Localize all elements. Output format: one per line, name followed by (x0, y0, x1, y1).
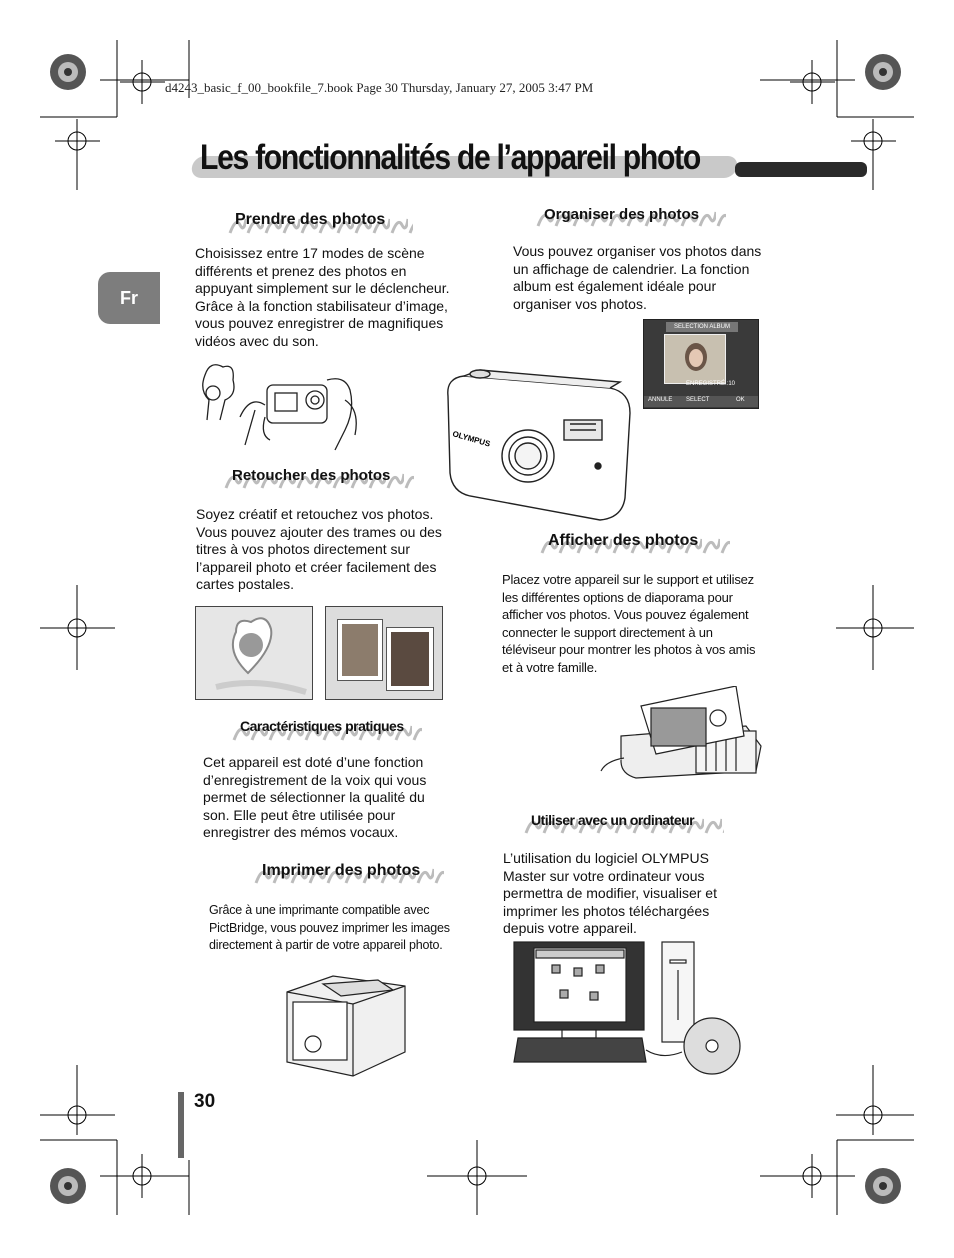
registration-target-icon (50, 54, 901, 1204)
section-title-prendre: Prendre des photos (235, 211, 386, 228)
title-bar-decor (735, 162, 867, 177)
section-title-afficher: Afficher des photos (548, 532, 699, 549)
section-text-retoucher: Soyez créatif et retouchez vos photos. Vous pouvez ajouter des trames ou des titres à vos photos directement sur l’appareil photo et créer facilement des cartes postales. (196, 506, 442, 593)
section-text-ordinateur: L’utilisation du logiciel OLYMPUS Master sur votre ordinateur vous permettra de modifier, visualiser et imprimer les photos téléchargées depuis votre appareil. (503, 850, 717, 937)
section-text-organiser: Vous pouvez organiser vos photos dans un affichage de calendrier. La fonction album est également idéale pour organiser vos photos. (513, 243, 762, 312)
album-footer-annule: ANNULE (648, 397, 673, 403)
album-counter: ENREGISTRÉ.:10 (686, 381, 736, 387)
section-title-ordinateur: Utiliser avec un ordinateur (531, 812, 695, 828)
section-title-retoucher: Retoucher des photos (232, 467, 391, 484)
section-title-organiser: Organiser des photos (544, 206, 700, 223)
section-text-caracteristiques: Cet appareil est doté d’une fonction d’enregistrement de la voix qui vous permet de sélectionner la qualité du son. Elle peut être utilisée pour enregistrer des mémos vocaux. (203, 754, 427, 841)
section-text-imprimer: Grâce à une imprimante compatible avec PictBridge, vous pouvez imprimer les images directement à partir de votre appareil photo. (209, 903, 450, 953)
album-footer-select: SELECT (686, 397, 710, 403)
album-screen (643, 319, 759, 409)
hands-camera-illustration (195, 355, 365, 455)
page-number: 30 (194, 1091, 216, 1112)
heart-frame-photo (195, 606, 313, 700)
section-text-afficher: Placez votre appareil sur le support et utilisez les différentes options de diaporama pour afficher vos photos. Vous pouvez également connecter le support directement à un téléviseur pour montrer les photos à vos amis et à votre famille. (502, 572, 756, 675)
section-title-imprimer: Imprimer des photos (262, 862, 421, 879)
page-number-bar (178, 1092, 184, 1158)
camera-dock-illustration (596, 686, 766, 786)
album-footer-ok: OK (736, 397, 745, 403)
section-text-prendre: Choisissez entre 17 modes de scène différents et prenez des photos en appuyant simplement sur le déclencheur. Grâce à la fonction stabilisateur d’image, vous pouvez enregistrer de magnifiques vidéos avec du son. (195, 245, 450, 349)
camera-illustration (440, 368, 635, 526)
postcard-photo (325, 606, 443, 700)
language-tab: Fr (98, 272, 160, 324)
album-screen-header: SELECTION ALBUM (666, 322, 738, 332)
album-photo (664, 334, 726, 384)
print-header: d4243_basic_f_00_bookfile_7.book Page 30 Thursday, January 27, 2005 3:47 PM (165, 80, 594, 95)
printer-illustration (283, 972, 409, 1080)
computer-illustration (512, 940, 742, 1080)
section-title-caracteristiques: Caractéristiques pratiques (240, 718, 404, 734)
camera-brand-label: OLYMPUS (451, 429, 492, 449)
page-title: Les fonctionnalités de l’appareil photo (200, 138, 700, 177)
